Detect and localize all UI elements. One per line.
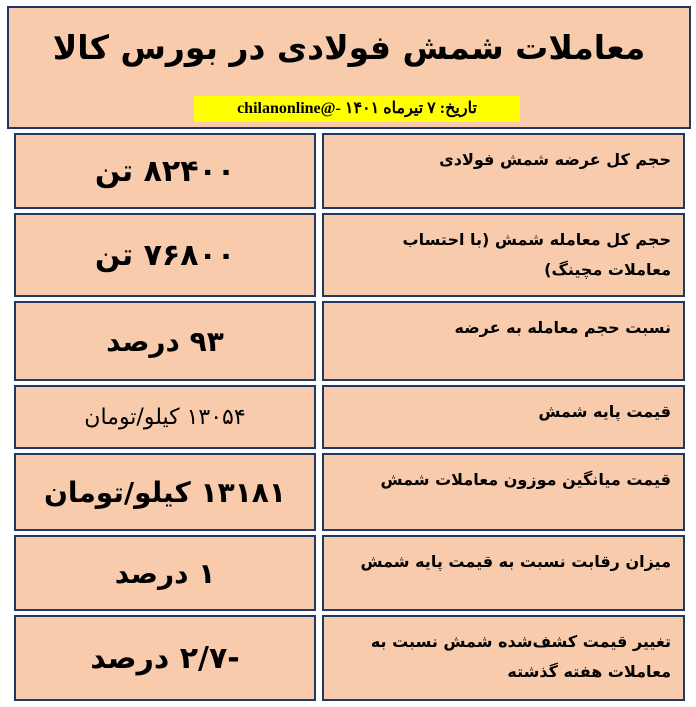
date-line: تاریخ: ۷ تیرماه ۱۴۰۱ -@chilanonline: [194, 96, 520, 122]
row-1-label: حجم کل عرضه شمش فولادی: [322, 133, 685, 209]
row-4-value: ۱۳۰۵۴ کیلو/تومان: [14, 385, 316, 449]
row-7-label: تغییر قیمت کشف‌شده شمش نسبت به معاملات هفته گذشته: [322, 615, 685, 701]
row-2-label: حجم کل معامله شمش (با احتساب معاملات مچینگ): [322, 213, 685, 297]
row-4-label: قیمت پایه شمش: [322, 385, 685, 449]
page-title: معاملات شمش فولادی در بورس کالا: [52, 28, 646, 67]
row-6-label: میزان رقابت نسبت به قیمت پایه شمش: [322, 535, 685, 611]
row-1-value: ۸۲۴۰۰ تن: [14, 133, 316, 209]
row-2-value: ۷۶۸۰۰ تن: [14, 213, 316, 297]
row-6-value: ۱ درصد: [14, 535, 316, 611]
header-box: [7, 6, 691, 129]
row-5-value: ۱۳۱۸۱ کیلو/تومان: [14, 453, 316, 531]
row-3-value: ۹۳ درصد: [14, 301, 316, 381]
row-3-label: نسبت حجم معامله به عرضه: [322, 301, 685, 381]
row-7-value: -۲/۷ درصد: [14, 615, 316, 701]
row-5-label: قیمت میانگین موزون معاملات شمش: [322, 453, 685, 531]
